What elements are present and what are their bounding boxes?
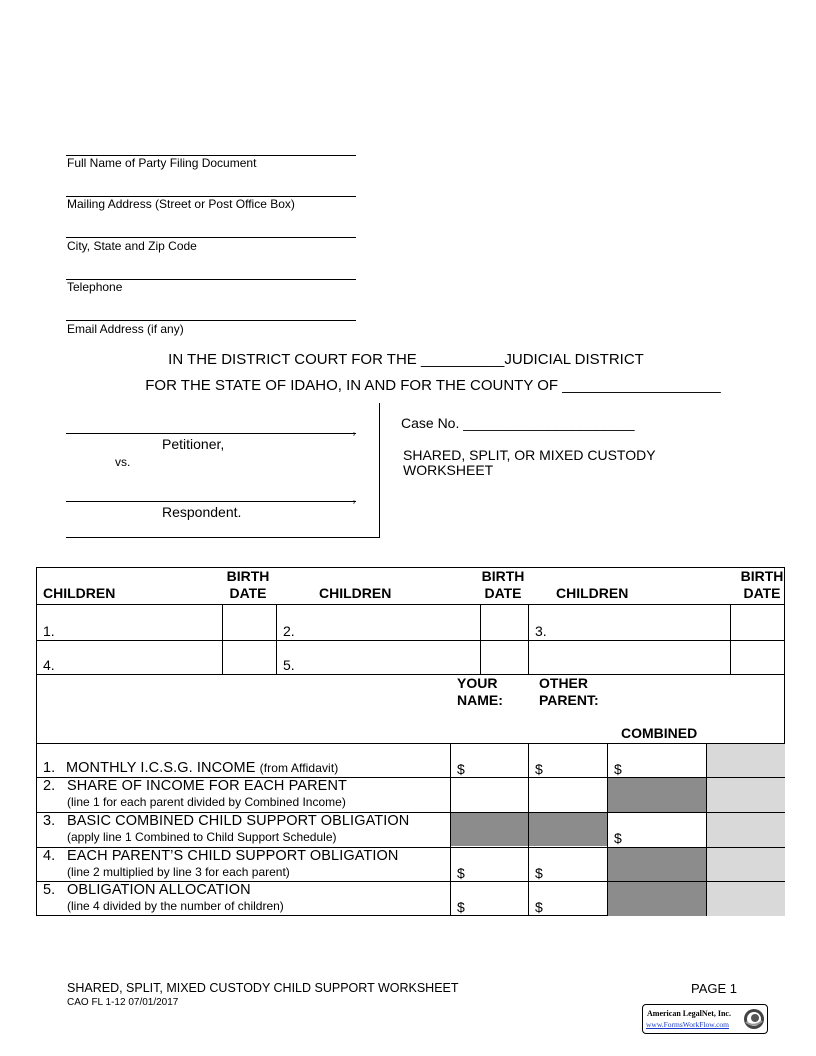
child-slot-4[interactable]: 4.: [43, 657, 55, 673]
grid-rule: [37, 674, 785, 675]
children-header: CHILDREN: [43, 585, 116, 601]
caption-divider: [379, 403, 380, 538]
comma-mark: ,: [352, 489, 356, 505]
child-slot-5[interactable]: 5.: [283, 657, 295, 673]
grid-rule: [528, 604, 529, 674]
row-2-subtitle: (line 1 for each parent divided by Combined Income): [67, 795, 346, 809]
other-parent-header: [539, 675, 599, 709]
shaded-cell: [608, 778, 707, 812]
combined-header: COMBINED: [621, 725, 698, 741]
row-2-other-cell[interactable]: [529, 778, 607, 812]
row-4-your-amount[interactable]: $: [457, 865, 465, 881]
birth-date-header: [738, 568, 786, 602]
vs-label: vs.: [115, 455, 131, 469]
grid-rule: [37, 743, 785, 744]
grid-rule: [480, 604, 481, 674]
child-slot-2[interactable]: 2.: [283, 623, 295, 639]
court-heading-line2: FOR THE STATE OF IDAHO, IN AND FOR THE COUNTY OF ___________________: [145, 377, 721, 394]
birth-label: BIRTH: [481, 568, 525, 584]
child-slot-3[interactable]: 3.: [535, 623, 547, 639]
birth-label: BIRTH: [226, 568, 270, 584]
children-header: CHILDREN: [556, 585, 629, 601]
date-label: DATE: [229, 585, 267, 601]
caption-bottom-rule: [66, 537, 380, 538]
row-1-title-text: MONTHLY I.C.S.G. INCOME: [66, 760, 256, 776]
city-state-zip-label: City, State and Zip Code: [67, 239, 197, 253]
petitioner-label: Petitioner,: [162, 436, 225, 452]
row-3-title: BASIC COMBINED CHILD SUPPORT OBLIGATION: [67, 813, 410, 829]
logo-company-name: American LegalNet, Inc.: [647, 1009, 731, 1018]
row-4-number: 4.: [43, 848, 56, 864]
mailing-address-label: Mailing Address (Street or Post Office Box): [67, 197, 295, 211]
footer-page-number: PAGE 1: [691, 981, 738, 996]
birth-date-header: [481, 568, 525, 602]
grid-rule: [276, 604, 277, 674]
row-3-subtitle: (apply line 1 Combined to Child Support Schedule): [67, 830, 337, 844]
grid-rule: [222, 604, 223, 674]
date-label: DATE: [743, 585, 781, 601]
document-title-line1: SHARED, SPLIT, OR MIXED CUSTODY: [403, 447, 656, 463]
email-label: Email Address (if any): [67, 322, 184, 336]
birth-date-header: [226, 568, 270, 602]
your-label: YOUR: [457, 675, 498, 691]
globe-icon: [743, 1008, 765, 1030]
row-1-combined-amount[interactable]: $: [614, 761, 622, 777]
respondent-line[interactable]: [66, 501, 356, 502]
shaded-column-area: [707, 743, 785, 916]
footer-form-title: SHARED, SPLIT, MIXED CUSTODY CHILD SUPPORT WORKSHEET: [67, 981, 459, 995]
worksheet-table: [36, 567, 785, 916]
shaded-cell: [608, 848, 707, 881]
petitioner-line[interactable]: [66, 433, 356, 434]
telephone-label: Telephone: [67, 280, 123, 294]
children-header: CHILDREN: [319, 585, 392, 601]
row-2-your-cell[interactable]: [451, 778, 528, 812]
row-3-number: 3.: [43, 813, 56, 829]
name-label: NAME:: [457, 692, 503, 708]
row-1-number: 1.: [43, 760, 56, 776]
row-4-subtitle: (line 2 multiplied by line 3 for each parent): [67, 865, 290, 879]
grid-rule: [607, 743, 608, 916]
row-5-your-amount[interactable]: $: [457, 899, 465, 915]
grid-rule: [528, 743, 529, 916]
case-number-field[interactable]: Case No. ______________________: [401, 415, 635, 431]
row-2-number: 2.: [43, 778, 56, 794]
row-4-other-amount[interactable]: $: [535, 865, 543, 881]
grid-rule: [450, 743, 451, 916]
comma-mark: ,: [352, 421, 356, 437]
row-5-subtitle: (line 4 divided by the number of children): [67, 899, 284, 913]
row-3-combined-amount[interactable]: $: [614, 830, 622, 846]
row-5-number: 5.: [43, 882, 56, 898]
footer-form-code: CAO FL 1-12 07/01/2017: [67, 997, 179, 1008]
shaded-cell: [451, 813, 607, 846]
your-name-header: [457, 675, 503, 709]
other-label: OTHER: [539, 675, 588, 691]
row-5-title: OBLIGATION ALLOCATION: [67, 882, 251, 898]
row-1-other-amount[interactable]: $: [535, 761, 543, 777]
grid-rule: [730, 604, 731, 674]
grid-rule: [37, 604, 785, 605]
city-state-zip-line[interactable]: [66, 237, 356, 238]
row-1-note: (from Affidavit): [259, 761, 339, 775]
parent-label: PARENT:: [539, 692, 599, 708]
logo-website-link[interactable]: www.FormsWorkFlow.com: [646, 1020, 730, 1029]
row-2-title: SHARE OF INCOME FOR EACH PARENT: [67, 778, 347, 794]
row-1-your-amount[interactable]: $: [457, 761, 465, 777]
shaded-cell: [608, 882, 707, 916]
grid-rule: [37, 640, 785, 641]
row-4-title: EACH PARENT’S CHILD SUPPORT OBLIGATION: [67, 848, 399, 864]
birth-label: BIRTH: [740, 568, 784, 584]
full-name-label: Full Name of Party Filing Document: [67, 156, 257, 170]
document-title-line2: WORKSHEET: [403, 462, 494, 478]
grid-rule: [706, 743, 707, 916]
email-line[interactable]: [66, 320, 356, 321]
respondent-label: Respondent.: [162, 504, 242, 520]
legalnet-logo[interactable]: [642, 1004, 768, 1034]
row-1-title: [66, 760, 338, 776]
row-5-other-amount[interactable]: $: [535, 899, 543, 915]
date-label: DATE: [484, 585, 522, 601]
child-slot-1[interactable]: 1.: [43, 623, 55, 639]
court-heading-line1: IN THE DISTRICT COURT FOR THE __________JUDICIAL DISTRICT: [168, 351, 644, 368]
